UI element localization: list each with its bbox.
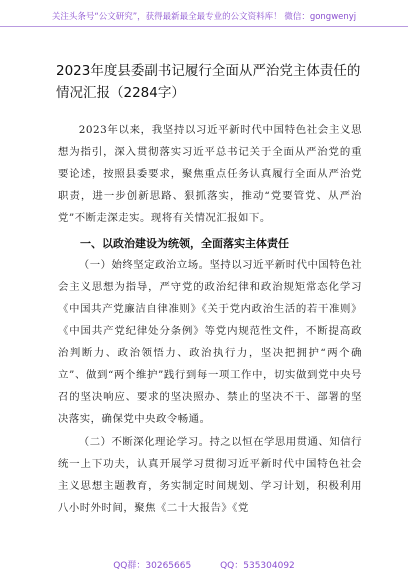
- qq-contact-text: QQ：535304092: [220, 561, 295, 571]
- body-paragraph: （一）始终坚定政治立场。坚持以习近平新时代中国特色社会主义思想为指导，严守党的政治纪律和政治规矩常态化学习《中国共产党廉洁自律准则》《关于党内政治生活的若干准则》《中国共产党纪律处分条例》等党内规范性文件，不断提高政治判断力、政治领悟力、政治执行力，坚决把拥护“两个确立”、做到“两个维护”践行到每一项工作中，切实做到党中央号召的坚决响应、要求的坚决照办、禁止的坚决不干、部署的坚决落实，确保党中央政令畅通。: [58, 259, 362, 425]
- body-paragraph: （二）不断深化理论学习。持之以恒在学思用贯通、知信行统一上下功夫，认真开展学习贯彻习近平新时代中国特色社会主义思想主题教育，务实制定时间规划、学习计划，积极利用八小时外时间，聚焦《二十大报告》《党: [58, 436, 362, 514]
- qq-group-text: QQ群：30265665: [113, 561, 192, 571]
- header-note: 关注头条号“公文研究”，获得最新最全最专业的公文资料库！ 微信：gongwenyj: [51, 12, 357, 22]
- document-title: 2023年度县委副书记履行全面从严治党主体责任的情况汇报（2284字）: [56, 63, 361, 101]
- footer-contact: [0, 558, 408, 571]
- section-heading: 一、以政治建设为统领，全面落实主体责任: [80, 237, 289, 250]
- intro-paragraph: 2023年以来，我坚持以习近平新时代中国特色社会主义思想为指引，深入贯彻落实习近平总书记关于全面从严治党的重要论述，按照县委要求，聚焦重点任务认真履行全面从严治党职责，进一步创新思路、狠抓落实，推动“党要管党、从严治党”不断走深走实。现将有关情况汇报如下。: [58, 124, 362, 224]
- header-divider: [0, 26, 408, 27]
